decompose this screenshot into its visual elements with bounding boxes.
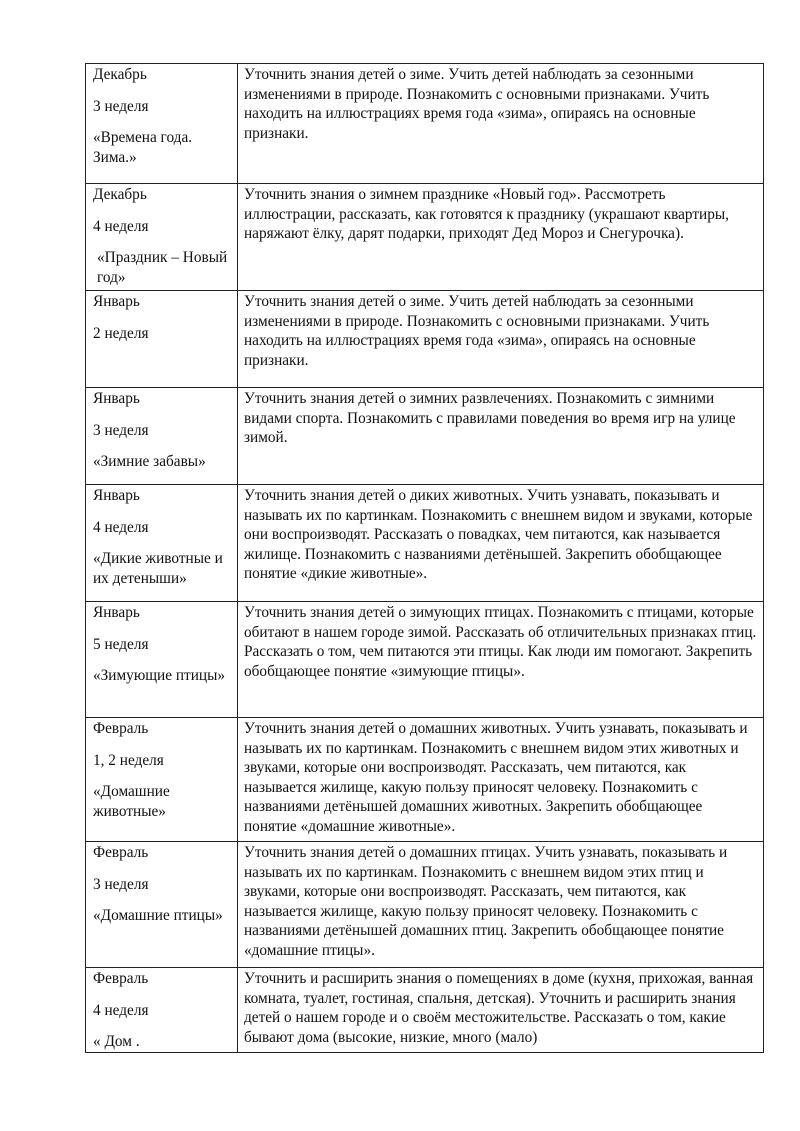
description-text: Уточнить знания о зимнем празднике «Новый год». Рассмотреть иллюстрации, рассказать, как готовятся к празднику (украшают квартиры, наряжают ёлку, дарят подарки, приходят Дед Мороз и Снегурочка). xyxy=(244,186,729,243)
month-label: Январь xyxy=(93,487,140,504)
topic-label: «Домашние животные» xyxy=(93,783,170,820)
week-label: 4 неделя xyxy=(93,518,149,536)
month-label: Январь xyxy=(93,293,140,310)
description-cell xyxy=(238,64,764,184)
month-label: Январь xyxy=(93,390,140,407)
description-cell xyxy=(238,388,764,485)
description-text: Уточнить знания детей о домашних животных. Учить узнавать, показывать и называть их по картинкам. Познакомить с внешнем видом этих животных и звуками, которые они воспроизводят. Рассказать, чем питаются, как называется жилище, какую пользу приносят человеку. Познакомить с названиями детёнышей домашних животных. Закрепить обобщающее понятие «домашние животные». xyxy=(244,720,748,835)
table-row xyxy=(86,968,764,1053)
week-label: 5 неделя xyxy=(93,635,149,653)
table-row xyxy=(86,64,764,184)
table-row xyxy=(86,842,764,968)
period-cell xyxy=(86,388,238,485)
description-cell xyxy=(238,291,764,388)
month-label: Декабрь xyxy=(93,186,147,203)
month-label: Февраль xyxy=(93,844,149,861)
description-cell xyxy=(238,184,764,291)
week-label: 3 неделя xyxy=(93,875,149,893)
week-label: 2 неделя xyxy=(93,324,149,342)
table-row xyxy=(86,485,764,602)
period-cell xyxy=(86,64,238,184)
table-row xyxy=(86,602,764,718)
period-cell xyxy=(86,485,238,602)
month-label: Январь xyxy=(93,604,140,621)
description-cell xyxy=(238,602,764,718)
topic-label: «Времена года. Зима.» xyxy=(93,129,193,166)
description-cell xyxy=(238,485,764,602)
period-cell xyxy=(86,291,238,388)
description-text: Уточнить и расширить знания о помещениях в доме (кухня, прихожая, ванная комната, туалет, гостиная, спальня, детская). Уточнить и расширить знания детей о нашем городе и о своём местожительстве. Рассказать о том, какие бывают дома (высокие, низкие, много (мало) xyxy=(244,970,754,1046)
topic-label: «Праздник – Новый год» xyxy=(97,249,228,286)
description-text: Уточнить знания детей о домашних птицах. Учить узнавать, показывать и называть их по картинкам. Познакомить с внешнем видом этих птиц и звуками, которые они воспроизводят. Рассказать, чем питаются, как называется жилище, какую пользу приносят человеку. Познакомить с названиями детёнышей домашних птиц. Закрепить обобщающее понятие «домашние птицы». xyxy=(244,844,728,959)
period-cell xyxy=(86,184,238,291)
period-cell xyxy=(86,718,238,842)
week-label: 3 неделя xyxy=(93,97,149,115)
description-cell xyxy=(238,842,764,968)
week-label: 4 неделя xyxy=(93,217,149,235)
description-cell xyxy=(238,718,764,842)
week-label: 3 неделя xyxy=(93,421,149,439)
period-cell xyxy=(86,968,238,1053)
period-cell xyxy=(86,602,238,718)
description-cell xyxy=(238,968,764,1053)
table-row xyxy=(86,718,764,842)
period-cell xyxy=(86,842,238,968)
description-text: Уточнить знания детей о диких животных. Учить узнавать, показывать и называть их по картинкам. Познакомить с внешнем видом и звуками, которые они воспроизводят. Рассказать о повадках, чем питаются, как называется жилище. Познакомить с названиями детёнышей. Закрепить обобщающее понятие «дикие животные». xyxy=(244,487,753,583)
lesson-plan-table xyxy=(85,63,764,1053)
month-label: Февраль xyxy=(93,970,149,987)
topic-label: «Дикие животные и их детеныши» xyxy=(93,550,223,587)
description-text: Уточнить знания детей о зимующих птицах. Познакомить с птицами, которые обитают в нашем городе зимой. Рассказать об отличительных признаках птиц. Рассказать о том, чем питаются эти птицы. Как люди им помогают. Закрепить обобщающее понятие «зимующие птицы». xyxy=(244,604,757,680)
table-row xyxy=(86,291,764,388)
month-label: Февраль xyxy=(93,720,149,737)
topic-label: «Зимующие птицы» xyxy=(93,667,226,685)
description-text: Уточнить знания детей о зимних развлечениях. Познакомить с зимними видами спорта. Познакомить с правилами поведения во время игр на улице зимой. xyxy=(244,390,736,447)
table-row xyxy=(86,184,764,291)
topic-label: «Домашние птицы» xyxy=(93,907,223,925)
description-text: Уточнить знания детей о зиме. Учить детей наблюдать за сезонными изменениями в природе. Познакомить с основными признаками. Учить находить на иллюстрациях время года «зима», опираясь на основные признаки. xyxy=(244,293,710,369)
month-label: Декабрь xyxy=(93,66,147,83)
week-label: 4 неделя xyxy=(93,1001,149,1019)
description-text: Уточнить знания детей о зиме. Учить детей наблюдать за сезонными изменениями в природе. Познакомить с основными признаками. Учить находить на иллюстрациях время года «зима», опираясь на основные признаки. xyxy=(244,66,710,142)
table-row xyxy=(86,388,764,485)
topic-label: «Зимние забавы» xyxy=(93,453,206,471)
topic-label: « Дом . xyxy=(93,1033,140,1051)
week-label: 1, 2 неделя xyxy=(93,751,164,769)
